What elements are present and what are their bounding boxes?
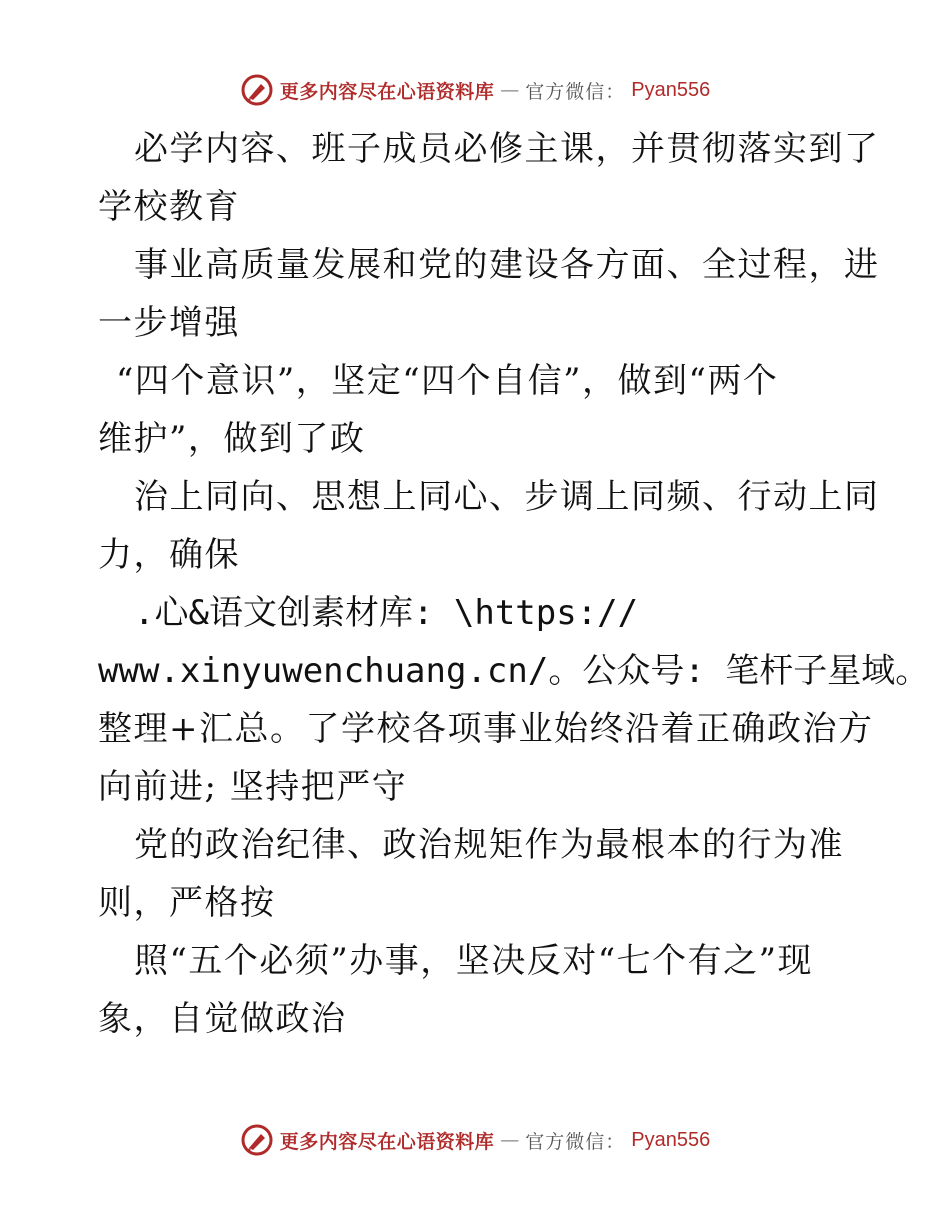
body-line: 向前进; 坚持把严守 xyxy=(98,767,408,807)
watermark-brand-text: 更多内容尽在心语资料库 xyxy=(279,1130,495,1153)
footer-watermark xyxy=(0,1122,950,1158)
body-line: 照“五个必须”办事，坚决反对“七个有之”现 xyxy=(134,941,814,981)
body-line: 整理+汇总。了学校各项事业始终沿着正确政治方 xyxy=(98,709,874,749)
header-watermark xyxy=(0,72,950,108)
pen-circle-logo-icon xyxy=(240,73,274,107)
pen-circle-logo-icon xyxy=(240,1123,274,1157)
watermark-wechat-label: 官方微信： xyxy=(525,1130,626,1153)
body-line: 维护”，做到了政 xyxy=(98,419,366,459)
body-line: 治上同向、思想上同心、步调上同频、行动上同 xyxy=(134,477,880,517)
watermark-wechat-id: Pyan556 xyxy=(631,1128,711,1151)
body-line: 学校教育 xyxy=(98,187,240,227)
body-line: 象，自觉做政治 xyxy=(98,999,347,1039)
watermark-separator: — xyxy=(500,79,520,101)
body-line: 一步增强 xyxy=(98,303,240,343)
watermark-wechat-label: 官方微信： xyxy=(525,80,626,103)
body-line: 必学内容、班子成员必修主课，并贯彻落实到了 xyxy=(134,129,880,169)
watermark-brand-text: 更多内容尽在心语资料库 xyxy=(279,80,495,103)
body-line: 力，确保 xyxy=(98,535,240,575)
body-line: 则，严格按 xyxy=(98,883,276,923)
document-body xyxy=(98,120,930,1048)
body-line-url: .心&语文创素材库: \https:// xyxy=(134,593,639,633)
body-line-url: www.xinyuwenchuang.cn/。公众号: 笔杆子星域。 xyxy=(98,651,930,691)
body-line: “四个意识”，坚定“四个自信”，做到“两个 xyxy=(116,361,779,401)
watermark-separator: — xyxy=(500,1129,520,1151)
body-line: 事业高质量发展和党的建设各方面、全过程，进 xyxy=(134,245,880,285)
body-line: 党的政治纪律、政治规矩作为最根本的行为准 xyxy=(134,825,844,865)
watermark-wechat-id: Pyan556 xyxy=(631,78,711,101)
